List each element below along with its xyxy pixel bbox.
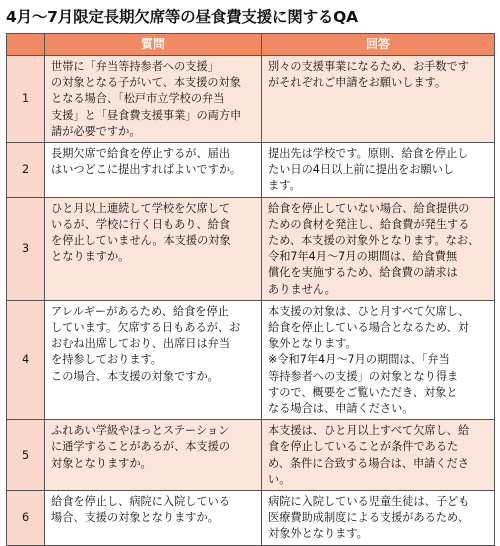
table-header-row (7, 34, 495, 56)
answer-line: すので、概要をご覧いただき、対象と (268, 385, 458, 399)
page-title: 4月～7月限定長期欠席等の昼食費支援に関するQA (6, 8, 358, 26)
question-line: 給食を停止し、病院に入院している (51, 495, 231, 509)
question-line: 長期欠席で給食を停止するが、届出 (51, 147, 231, 161)
table-row (7, 300, 495, 419)
answer-line: 等持参者への支援」の対象となり得ま (268, 369, 459, 383)
question-line: を停止していません。本支援の対象 (51, 234, 231, 248)
answer-cell (262, 143, 495, 198)
answer-line: ありません。 (268, 282, 336, 296)
row-number: 2 (7, 143, 45, 198)
question-line: の対象となる子がいて、本支援の対象 (51, 76, 241, 90)
question-line: おむね出席しており、出席日は弁当 (51, 337, 231, 351)
answer-line: 象外となります。 (268, 337, 357, 351)
table-row (7, 420, 495, 491)
answer-line: ため、本支援の対象外となります。なお、 (268, 234, 480, 248)
answer-line: 令和7年4月～7月の期間は、給食費無 (268, 250, 458, 264)
header-question: 質問 (45, 34, 262, 56)
answer-line: がそれぞれご申請をお願いします。 (268, 76, 447, 90)
header-answer: 回答 (262, 34, 495, 56)
answer-line: 別々の支援事業になるため、お手数です (268, 60, 469, 73)
answer-line: い。 (268, 472, 291, 486)
question-line: ひと月以上連続して学校を欠席して (51, 201, 231, 215)
question-line: 世帯に「弁当等持参者への支援」 (51, 60, 219, 73)
row-number: 6 (7, 491, 45, 546)
question-line: を持参しております。 (51, 353, 162, 367)
question-line: アレルギーがあるため、給食を停止 (51, 304, 229, 318)
question-line: となる場合、「松戸市立学校の弁当 (51, 92, 225, 106)
row-number: 4 (7, 300, 45, 419)
answer-line: 給食を停止していない場合、給食提供の (268, 201, 470, 215)
question-line: この場合、本支援の対象ですか。 (51, 369, 219, 383)
answer-line: 給食を停止している場合となるため、対 (268, 321, 469, 335)
table-row (7, 197, 495, 300)
answer-line: たい日の4日以上前に提出をお願いし (268, 163, 455, 177)
question-line: 場合、支援の対象となりますか。 (51, 511, 219, 525)
question-line: 支援」と「昼食費支援事業」の両方申 (51, 108, 242, 122)
question-line: となりますか。 (51, 250, 130, 264)
question-line: 対象となりますか。 (51, 456, 152, 470)
question-line: しています。欠席する日もあるが、お (51, 321, 241, 335)
header-number (7, 34, 45, 56)
answer-line: 医療費助成制度による支援があるため、 (268, 511, 469, 525)
table-row (7, 491, 495, 546)
qa-table-body (7, 56, 495, 546)
answer-line: 提出先は学校です。原則、給食を停止し (268, 147, 469, 161)
answer-line: 償化を実施するため、給食費の請求は (268, 266, 458, 280)
qa-table (6, 33, 495, 546)
answer-cell (262, 491, 495, 546)
answer-line: なる場合は、申請ください。 (268, 402, 414, 416)
answer-line: 病院に入院している児童生徒は、子ども (268, 495, 470, 509)
question-line: ふれあい学級やほっとステーション (51, 424, 230, 438)
question-cell (45, 420, 262, 491)
question-line: 請が必要ですか。 (51, 124, 141, 138)
question-cell (45, 197, 262, 300)
question-cell (45, 491, 262, 546)
table-row (7, 143, 495, 198)
answer-cell (262, 420, 495, 491)
question-line: はいつどこに提出すればよいですか。 (51, 163, 242, 177)
answer-line: ための食材を発注し、給食費が発生する (268, 217, 470, 231)
answer-line: ます。 (268, 179, 301, 193)
answer-line: 本支援は、ひと月以上すべて欠席し、給 (268, 424, 470, 438)
question-line: いるが、学校に行く日もあり、給食 (51, 217, 231, 231)
row-number: 5 (7, 420, 45, 491)
answer-line: 対象外となります。 (268, 527, 368, 541)
answer-line: 本支援の対象は、ひと月すべて欠席し、 (268, 304, 470, 318)
answer-cell (262, 197, 495, 300)
answer-line: ※令和7年4月～7月の期間は、「弁当 (268, 353, 450, 367)
question-cell (45, 300, 262, 419)
answer-cell (262, 300, 495, 419)
row-number: 3 (7, 197, 45, 300)
question-cell (45, 56, 262, 143)
answer-line: め、条件に合致する場合は、申請くださ (268, 456, 469, 470)
question-cell (45, 143, 262, 198)
answer-line: 食を停止していることが条件であるた (268, 440, 459, 454)
question-line: に通学することがあるが、本支援の (51, 440, 231, 454)
table-row (7, 56, 495, 143)
answer-cell (262, 56, 495, 143)
row-number: 1 (7, 56, 45, 143)
